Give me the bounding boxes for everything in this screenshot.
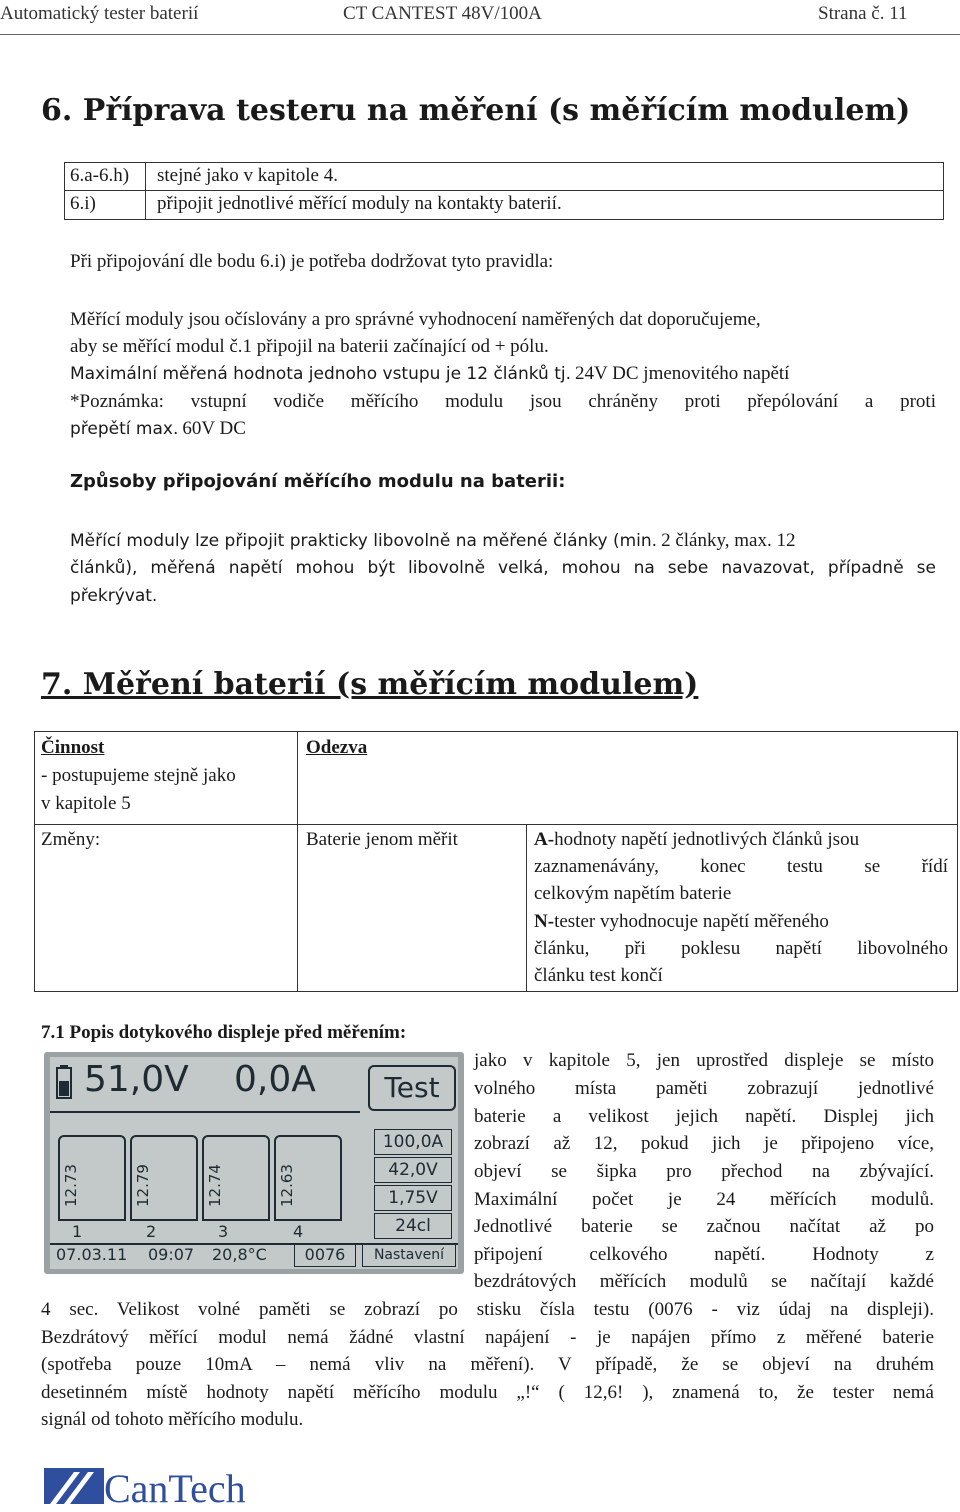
cantech-logo-text: CanTech xyxy=(104,1466,246,1511)
para2-text-serif: 2 články, max. 12 xyxy=(661,530,796,551)
current-readout: 0,0A xyxy=(234,1059,316,1100)
display-description-line: objeví se šipka pro přechod na zbývající. xyxy=(474,1161,934,1182)
table-divider xyxy=(526,824,527,992)
temperature-readout: 20,8°C xyxy=(212,1245,267,1264)
para2-line: článků), měřená napětí mohou být libovolně velká, mohou na sebe navazovat, případně se xyxy=(70,558,936,578)
cell-end-voltage-field[interactable]: 1,75V xyxy=(374,1185,452,1211)
col-response-header: Odezva xyxy=(306,737,368,758)
battery-icon xyxy=(56,1065,72,1099)
battery-cell[interactable] xyxy=(58,1135,126,1221)
display-description-line: zobrazí až 12, pokud jich je připojeno více, xyxy=(474,1133,934,1154)
max-input-note: Maximální měřená hodnota jednoho vstupu je 12 článků tj. xyxy=(70,364,572,384)
display-description-line: jako v kapitole 5, jen uprostřed displeje se místo xyxy=(474,1050,934,1071)
activity-text: - postupujeme stejně jako xyxy=(41,765,236,786)
display-description-line: (spotřeba pouze 10mA – nemá vliv na měření). V případě, že se objeví na druhém xyxy=(41,1354,934,1375)
display-description-line: Bezdrátový měřící modul nemá žádné vlastní napájení - je napájen přímo z měřené baterie xyxy=(41,1327,934,1348)
lcd-screen xyxy=(50,1057,458,1269)
mode-a-text: hodnoty napětí jednotlivých článků jsou xyxy=(554,829,860,850)
display-description-line: baterie a velikost jejich napětí. Displej jich xyxy=(474,1106,934,1127)
section-7-title: 7. Měření baterií (s měřícím modulem) xyxy=(41,667,699,702)
para2-text: Měřící moduly lze připojit prakticky libovolně na měřené články (min. xyxy=(70,531,658,551)
cell-count-field[interactable]: 24cl xyxy=(374,1213,452,1239)
mode-n-text: článku, při poklesu napětí libovolného xyxy=(534,938,948,959)
para1-line xyxy=(70,360,789,388)
header-divider xyxy=(0,34,960,35)
cell-voltage: 12.73 xyxy=(62,1164,80,1207)
rules-intro: Při připojování dle bodu 6.i) je potřeba dodržovat tyto pravidla: xyxy=(70,251,554,272)
touch-display-photo xyxy=(44,1052,464,1274)
battery-cell[interactable] xyxy=(202,1135,270,1221)
cell-number: 4 xyxy=(293,1222,304,1241)
display-description-line: Maximální počet je 24 měřících modulů. xyxy=(474,1189,934,1210)
overvoltage-value: 60V DC xyxy=(182,418,246,439)
battery-cell[interactable] xyxy=(274,1135,342,1221)
step-label: 6.i) xyxy=(70,193,96,214)
cantech-logo-mark xyxy=(44,1468,104,1504)
end-voltage-field[interactable]: 42,0V xyxy=(374,1157,452,1183)
header-left: Automatický tester baterií xyxy=(0,3,199,24)
cell-voltage: 12.74 xyxy=(206,1164,224,1207)
cell-number: 2 xyxy=(146,1222,157,1241)
test-button[interactable] xyxy=(368,1065,456,1111)
battery-measure-only: Baterie jenom měřit xyxy=(306,829,458,850)
overvoltage-note: přepětí max. xyxy=(70,419,179,439)
cell-voltage: 12.79 xyxy=(134,1164,152,1207)
nominal-voltage-note: 24V DC jmenovitého napětí xyxy=(575,363,790,384)
subsection-7-1-title: 7.1 Popis dotykového displeje před měřením: xyxy=(41,1022,407,1043)
mode-n-line xyxy=(534,908,950,936)
settings-button[interactable]: Nastavení xyxy=(362,1243,456,1267)
connection-methods-heading: Způsoby připojování měřícího modulu na baterii: xyxy=(70,471,566,492)
para1-line: Měřící moduly jsou očíslovány a pro správné vyhodnocení naměřených dat doporučujeme, xyxy=(70,309,761,330)
table-divider xyxy=(145,162,146,219)
cell-voltage: 12.63 xyxy=(278,1164,296,1207)
step-text: připojit jednotlivé měřící moduly na kontakty baterií. xyxy=(157,193,562,214)
time-readout: 09:07 xyxy=(148,1245,195,1264)
para1-line: *Poznámka: vstupní vodiče měřícího modulu jsou chráněny proti přepólování a proti xyxy=(70,391,936,412)
total-voltage-readout: 51,0V xyxy=(84,1059,189,1100)
mode-n-key: N- xyxy=(534,911,555,932)
lcd-divider xyxy=(50,1111,360,1113)
display-description-line: Jednotlivé baterie se začnou načítat až po xyxy=(474,1216,934,1237)
step-text: stejné jako v kapitole 4. xyxy=(157,165,338,186)
mode-n-text: tester vyhodnocuje napětí měřeného xyxy=(554,911,829,932)
cell-number: 3 xyxy=(218,1222,229,1241)
display-description-line: 4 sec. Velikost volné paměti se zobrazí po stisku čísla testu (0076 - viz údaj na displeji). xyxy=(41,1299,934,1320)
table-divider xyxy=(34,824,958,825)
display-description-line: bezdrátových měřících modulů se načítají každé xyxy=(474,1271,934,1292)
display-description-line: volného místa paměti zobrazují jednotlivé xyxy=(474,1078,934,1099)
battery-cell[interactable] xyxy=(130,1135,198,1221)
para2-line xyxy=(70,527,938,555)
date-readout: 07.03.11 xyxy=(56,1245,128,1264)
mode-a-text: zaznamenávány, konec testu se řídí xyxy=(534,856,948,877)
mode-a-key: A- xyxy=(534,829,555,850)
para2-line: překrývat. xyxy=(70,586,158,606)
test-number-button[interactable]: 0076 xyxy=(294,1243,356,1267)
header-page-number: Strana č. 11 xyxy=(818,3,908,24)
activity-text: v kapitole 5 xyxy=(41,793,131,814)
para1-line xyxy=(70,415,246,443)
display-description-line: signál od tohoto měřícího modulu. xyxy=(41,1409,304,1430)
col-activity-header: Činnost xyxy=(41,737,105,758)
cell-number: 1 xyxy=(72,1222,83,1241)
display-description-line: připojení celkového napětí. Hodnoty z xyxy=(474,1244,934,1265)
changes-label: Změny: xyxy=(41,829,101,850)
para1-line: aby se měřící modul č.1 připojil na baterii začínající od + pólu. xyxy=(70,336,549,357)
section-6-title: 6. Příprava testeru na měření (s měřícím modulem) xyxy=(41,93,911,128)
header-center: CT CANTEST 48V/100A xyxy=(343,3,542,24)
set-current-field[interactable]: 100,0A xyxy=(374,1129,452,1155)
mode-a-line xyxy=(534,826,950,854)
table-divider xyxy=(297,731,298,992)
step-label: 6.a-6.h) xyxy=(70,165,130,186)
mode-n-text: článku test končí xyxy=(534,965,663,986)
mode-a-text: celkovým napětím baterie xyxy=(534,883,732,904)
display-description-line: desetinném místě hodnoty napětí měřícího modulu „!“ ( 12,6! ), znamená to, že tester nemá xyxy=(41,1382,934,1403)
test-button-label: Test xyxy=(384,1071,440,1104)
